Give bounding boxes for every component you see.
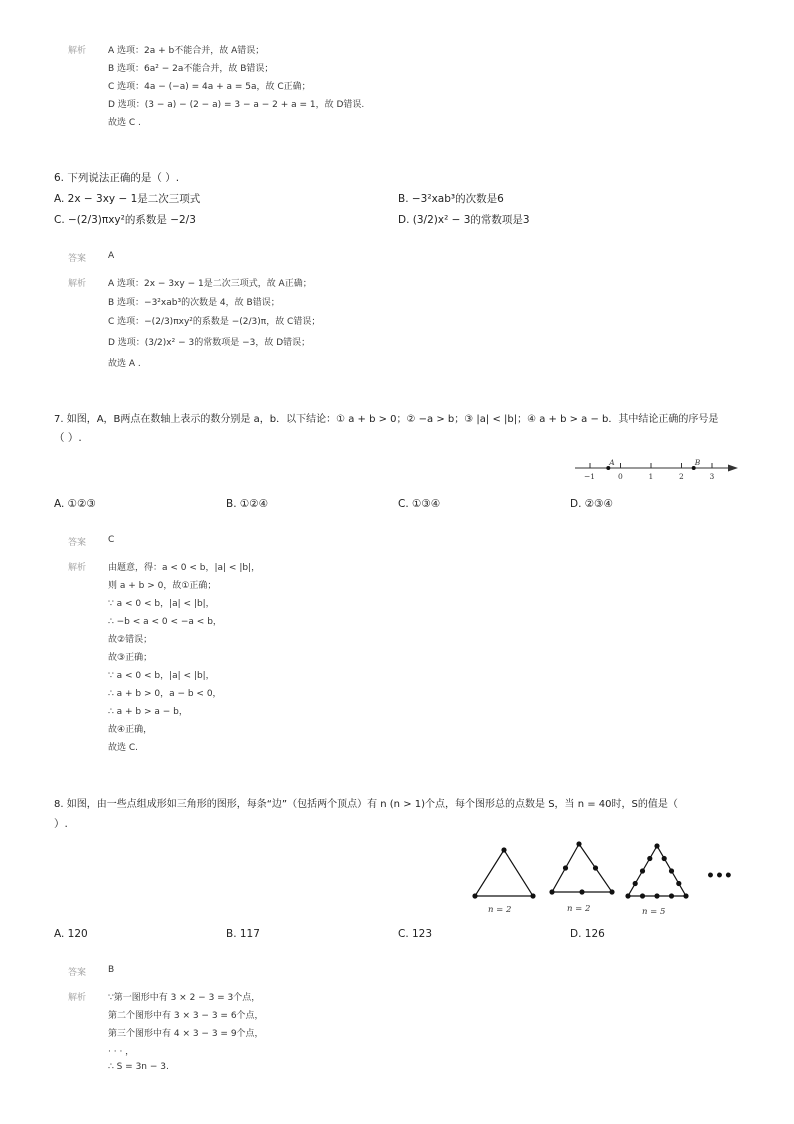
analysis-line: C 选项：4a − (−a) = 4a + a = 5a，故 C正确； [108,82,311,92]
analysis-line: 故选 C. [108,743,139,753]
question-8-stem: 8. 如图，由一些点组成形如三角形的图形，每条“边”（包括两个顶点）有 n (n > 1)个点，每个图形总的点数是 S，当 n = 40时，S的值是（ [54,799,678,810]
triangle-1 [475,850,533,896]
dot [609,889,614,894]
q7-option-d: D. ②③④ [570,498,613,510]
dot [669,868,674,873]
analysis-line: 故选 A . [108,359,141,369]
axis-tick-label: 0 [618,472,623,481]
figure-label: n = 2 [567,904,591,914]
point-b-label: B [694,458,701,467]
analysis-line: D 选项：(3 − a) − (2 − a) = 3 − a − 2 + a = 1，故 D错误. [108,100,365,110]
analysis-line: ∴ a + b > a − b， [108,707,188,717]
analysis-label: 解析 [68,993,87,1003]
q7-option-b: B. ①②④ [226,498,269,510]
dot [563,865,568,870]
dot [662,856,667,861]
analysis-line: D 选项：(3/2)x² − 3的常数项是 −3，故 D错误； [108,338,311,348]
dot [640,868,645,873]
answer-label: 答案 [68,968,87,978]
q7-option-c: C. ①③④ [398,498,441,510]
dot [501,847,506,852]
number-line-figure [572,456,742,486]
analysis-line: · · · ， [108,1047,135,1057]
dot [654,893,659,898]
analysis-line: 第二个图形中有 3 × 3 − 3 = 6个点， [108,1011,264,1021]
q6-option-d: D. (3/2)x² − 3的常数项是3 [398,214,530,226]
dot [472,893,477,898]
analysis-line: ∵ a < 0 < b，|a| < |b|， [108,599,215,609]
q6-option-c: C. −(2/3)πxy²的系数是 −2/3 [54,214,196,226]
analysis-line: A 选项：2x − 3xy − 1是二次三项式，故 A正确； [108,279,312,289]
q6-answer: A [108,251,115,261]
dot [683,893,688,898]
analysis-line: B 选项：−3²xab³的次数是 4，故 B错误； [108,298,280,308]
triangle-figures [466,838,736,922]
analysis-label: 解析 [68,563,87,573]
point-a-label: A [609,458,615,467]
dot [593,865,598,870]
analysis-line: B 选项：6a² − 2a不能合并，故 B错误； [108,64,274,74]
analysis-line: 故选 C . [108,118,141,128]
q6-option-a: A. 2x − 3xy − 1是二次三项式 [54,193,201,205]
triangle-pattern [466,838,736,922]
dot [633,881,638,886]
analysis-line: C 选项：−(2/3)πxy²的系数是 −(2/3)π，故 C错误； [108,317,321,327]
dot [676,881,681,886]
analysis-line: 故③正确； [108,653,153,663]
dot [625,893,630,898]
question-6-stem: 6. 下列说法正确的是（ ）. [54,172,180,184]
analysis-line: 故②错误； [108,635,153,645]
q7-answer: C [108,535,115,545]
q7-option-a: A. ①②③ [54,498,96,510]
dot [549,889,554,894]
axis-tick-label: −1 [584,472,596,481]
answer-label: 答案 [68,254,87,264]
axis-tick-label: 1 [648,472,654,481]
question-7-stem: 7. 如图，A，B两点在数轴上表示的数分别是 a，b．以下结论：① a + b > 0；② −a > b；③ |a| < |b|；④ a + b > a − b．其中结论正确的序号是 [54,414,719,425]
analysis-line: ∵第一图形中有 3 × 2 − 3 = 3个点， [108,993,261,1003]
number-line [572,456,742,486]
analysis-line: ∴ S = 3n − 3. [108,1062,169,1072]
analysis-line: 故④正确， [108,725,153,735]
analysis-label: 解析 [68,279,87,289]
dot [640,893,645,898]
question-8-stem-cont: ）. [54,818,68,830]
triangle-2 [552,844,612,892]
dot [647,856,652,861]
figure-label: n = 2 [488,905,512,915]
analysis-line: ∵ a < 0 < b，|a| < |b|， [108,671,215,681]
analysis-line: ∴ −b < a < 0 < −a < b， [108,617,222,627]
q8-option-b: B. 117 [226,928,260,940]
dot [579,889,584,894]
dot [654,843,659,848]
analysis-line: 则 a + b > 0，故①正确； [108,581,217,591]
dot [576,841,581,846]
analysis-label: 解析 [68,46,87,56]
q8-option-c: C. 123 [398,928,433,940]
analysis-line: ∴ a + b > 0，a − b < 0， [108,689,222,699]
figure-label: n = 5 [642,907,666,917]
dot [530,893,535,898]
analysis-line: A 选项：2a + b不能合并，故 A错误； [108,46,265,56]
analysis-line: 由题意，得：a < 0 < b，|a| < |b|， [108,563,261,573]
axis-arrow [728,465,738,472]
triangle-3 [628,846,686,896]
question-7-stem-cont: （ ）. [54,432,82,444]
axis-tick-label: 3 [709,472,715,481]
axis-tick-label: 2 [679,472,684,481]
q8-answer: B [108,965,115,975]
q8-option-d: D. 126 [570,928,605,940]
q6-option-b: B. −3²xab³的次数是6 [398,193,504,205]
q8-option-a: A. 120 [54,928,88,940]
analysis-line: 第三个图形中有 4 × 3 − 3 = 9个点， [108,1029,264,1039]
ellipsis: ••• [706,868,733,884]
dot [669,893,674,898]
answer-label: 答案 [68,538,87,548]
